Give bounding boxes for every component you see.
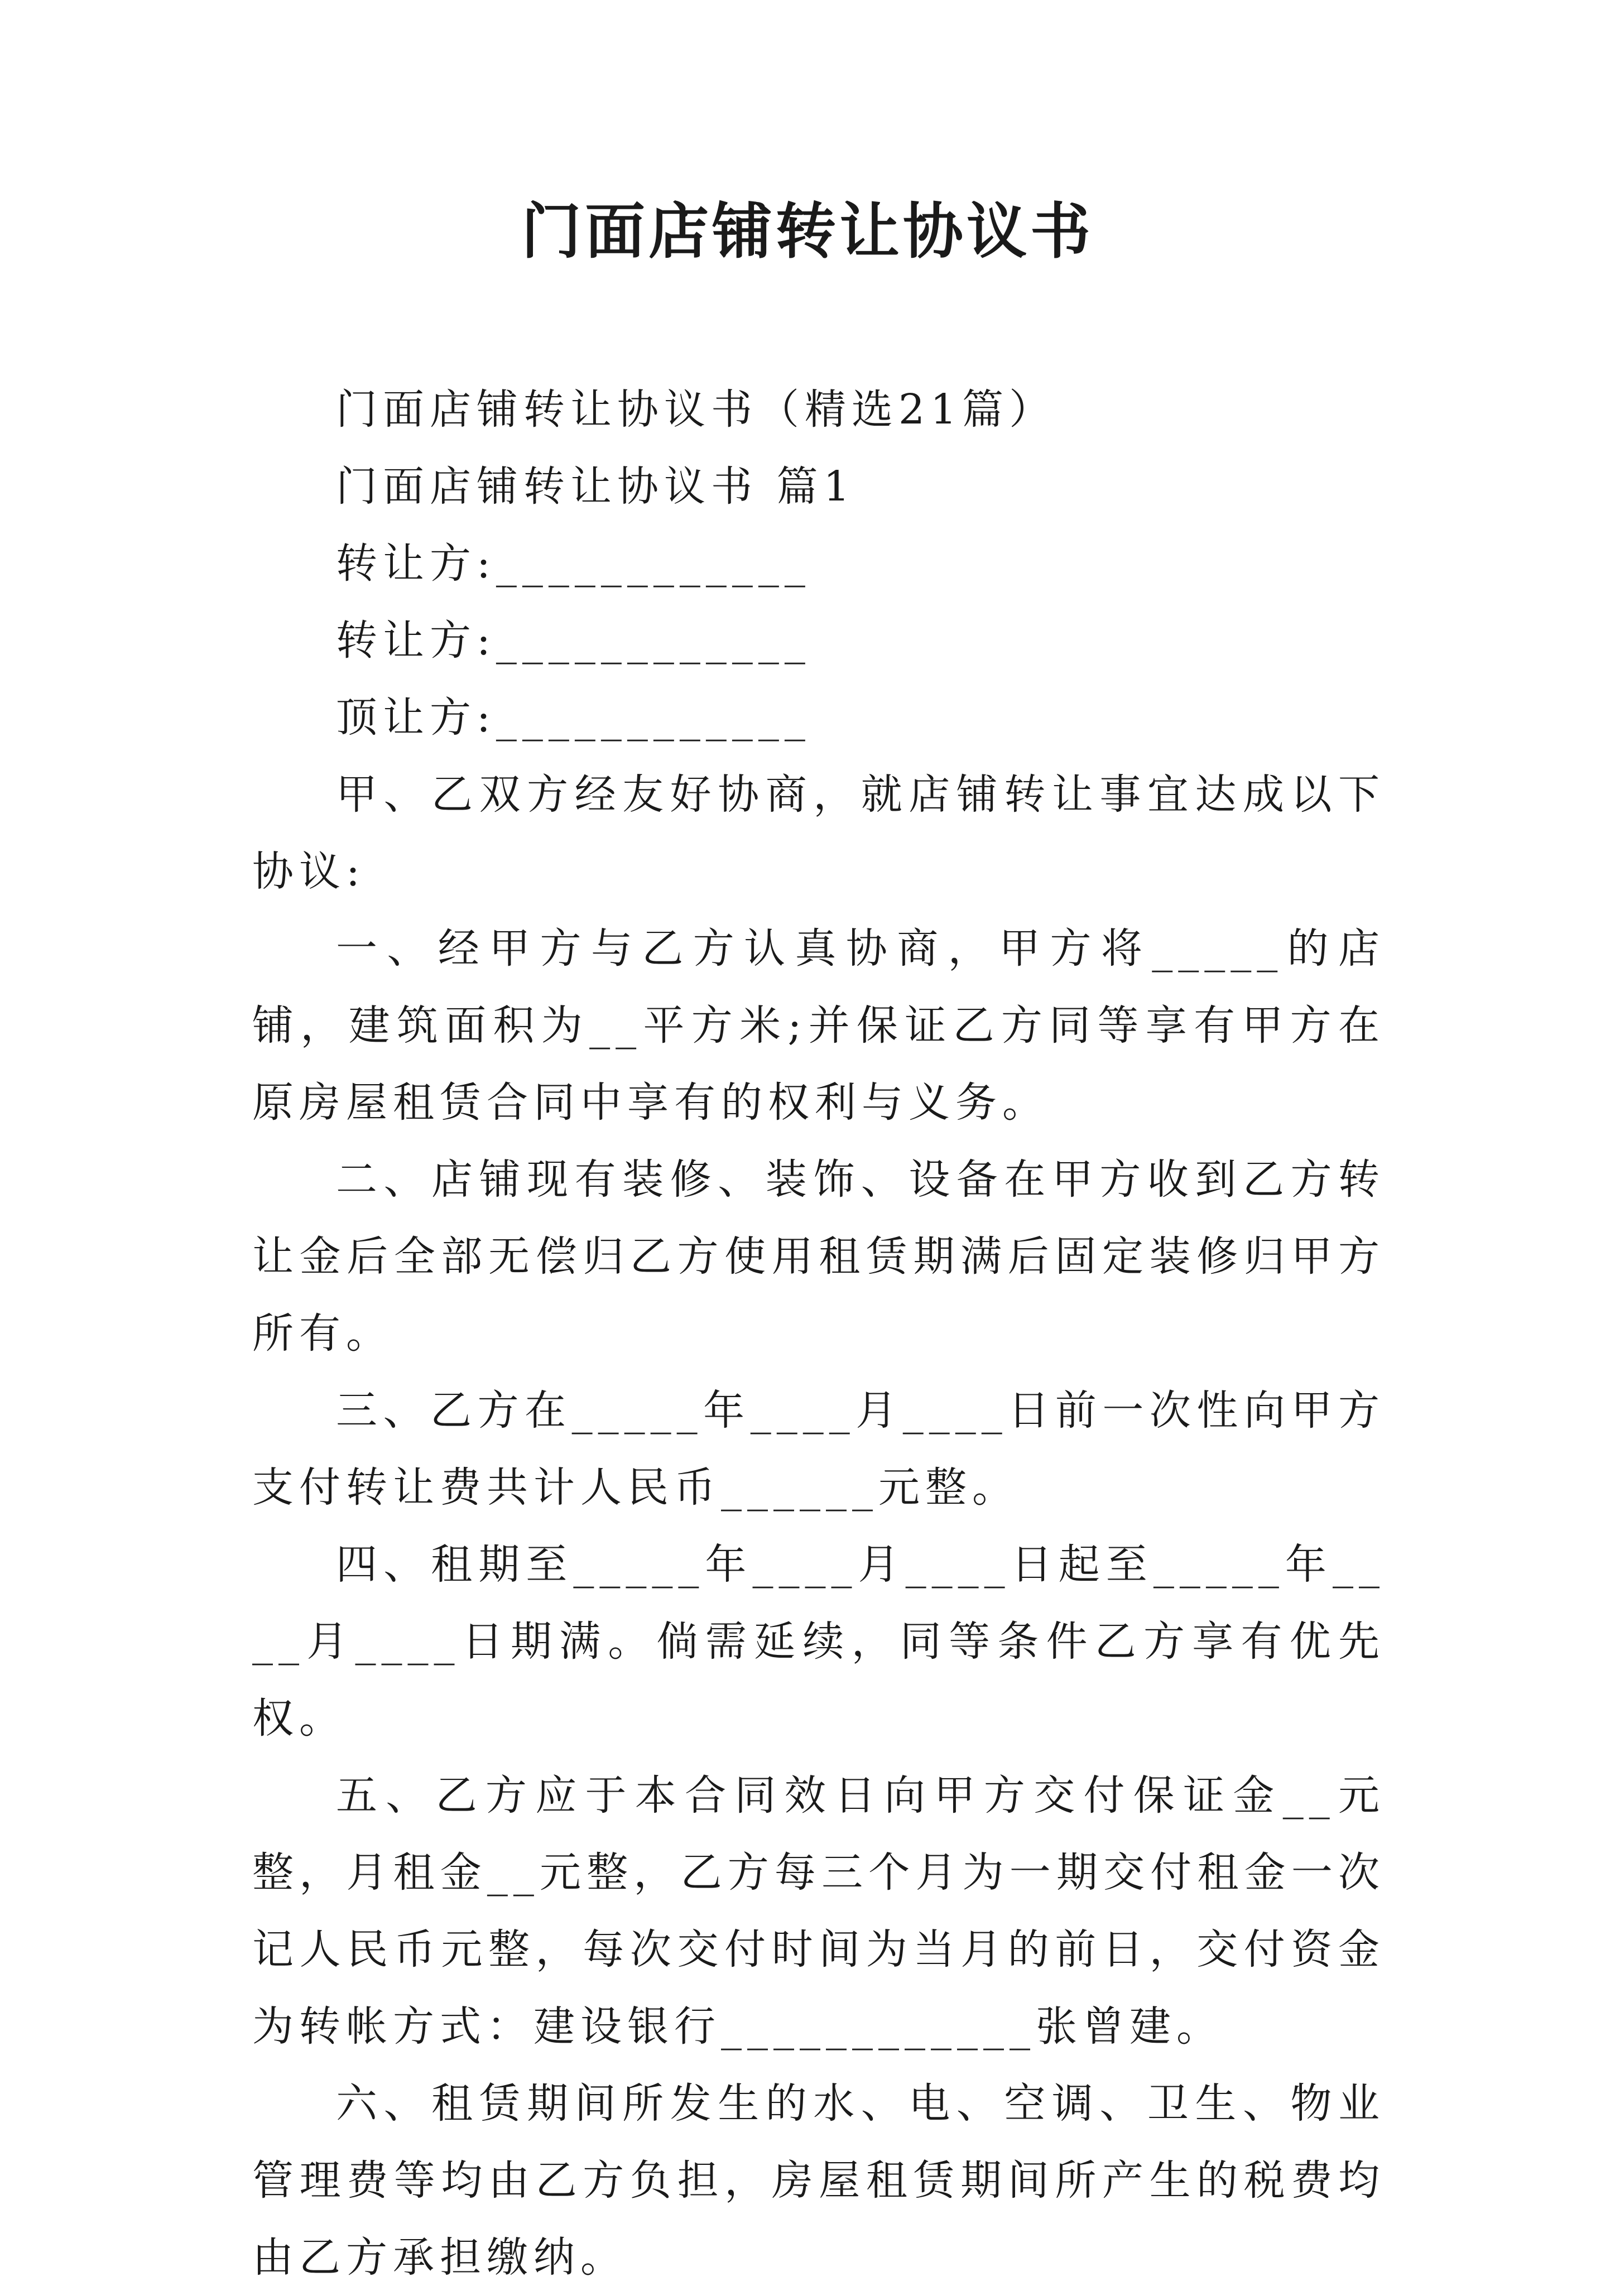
clause-5: 五、乙方应于本合同效日向甲方交付保证金__元整，月租金__元整，乙方每三个月为一期交付租金一次记人民币元整，每次交付时间为当月的前日，交付资金为转帐方式：建设银行____________张曾建。 — [252, 1772, 1385, 2050]
document-body — [252, 371, 1385, 2296]
agreement-intro: 甲、乙双方经友好协商，就店铺转让事宜达成以下协议: — [252, 771, 1385, 896]
transferor-field: 转让方:____________ — [336, 540, 811, 588]
subtitle-line: 门面店铺转让协议书（精选21篇） — [336, 386, 1056, 434]
section-heading: 门面店铺转让协议书 篇1 — [336, 463, 855, 511]
transferee-field: 顶让方:____________ — [336, 694, 811, 742]
clause-6: 六、租赁期间所发生的水、电、空调、卫生、物业管理费等均由乙方负担，房屋租赁期间所产生的税费均由乙方承担缴纳。 — [252, 2080, 1385, 2281]
clause-2: 二、店铺现有装修、装饰、设备在甲方收到乙方转让金后全部无偿归乙方使用租赁期满后固定装修归甲方所有。 — [252, 1156, 1385, 1358]
document-title: 门面店铺转让协议书 — [521, 196, 1094, 267]
clause-3: 三、乙方在_____年____月____日前一次性向甲方支付转让费共计人民币______元整。 — [252, 1387, 1385, 1512]
clause-1: 一、经甲方与乙方认真协商，甲方将_____的店铺，建筑面积为__平方米;并保证乙方同等享有甲方在原房屋租赁合同中享有的权利与义务。 — [252, 925, 1385, 1127]
transferor-field: 转让方:____________ — [336, 617, 811, 665]
clause-4: 四、租期至_____年____月____日起至_____年____月____日期满。倘需延续，同等条件乙方享有优先权。 — [252, 1541, 1385, 1743]
